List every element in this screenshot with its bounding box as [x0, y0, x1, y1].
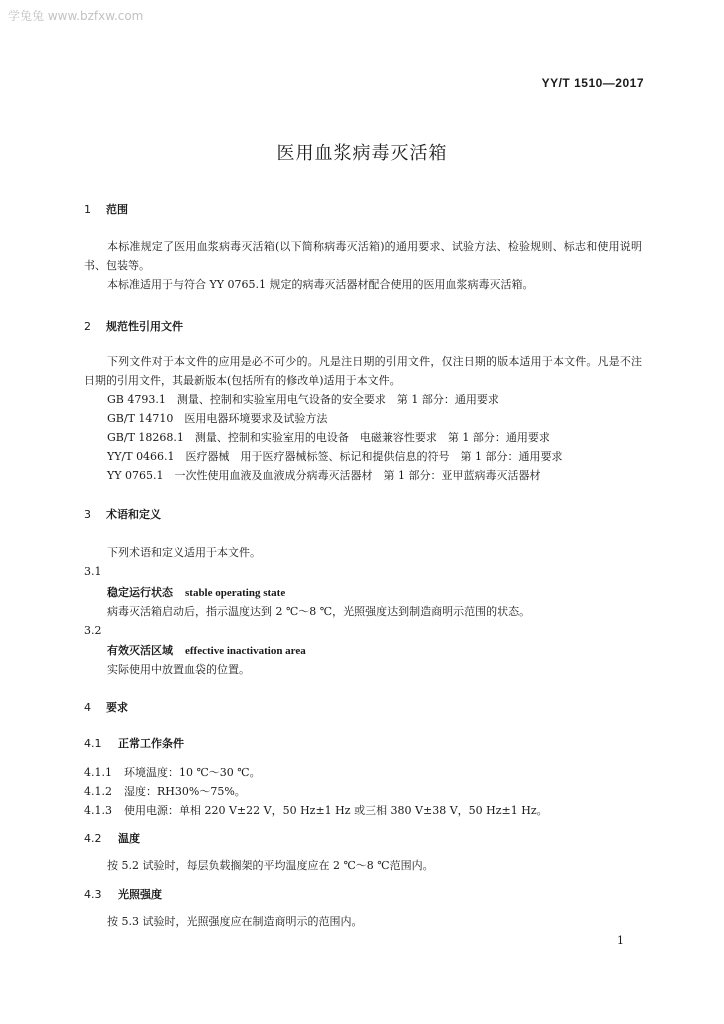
section-number: 4	[84, 701, 91, 714]
term-number: 3.2	[84, 624, 102, 637]
reference-item: YY 0765.1 一次性使用血液及血液成分病毒灭活器材 第 1 部分：亚甲蓝病毒灭活器材	[107, 469, 541, 482]
subsection-4-2-heading	[84, 830, 140, 846]
clause-number: 4.1.2	[84, 785, 112, 798]
page-number: 1	[617, 934, 624, 947]
section-number: 3	[84, 508, 91, 521]
watermark: 学兔兔 www.bzfxw.com	[8, 9, 144, 23]
section-3-heading	[84, 506, 161, 522]
section-title: 术语和定义	[106, 508, 161, 521]
section-title: 要求	[106, 701, 128, 714]
term-cn: 有效灭活区域	[107, 644, 173, 657]
clause-item	[84, 783, 246, 799]
paragraph: 本标准适用于与符合 YY 0765.1 规定的病毒灭活器材配合使用的医用血浆病毒灭活箱。	[107, 278, 534, 291]
clause-text: 使用电源：单相 220 V±22 V，50 Hz±1 Hz 或三相 380 V±38 V，50 Hz±1 Hz。	[124, 804, 548, 817]
subsection-4-3-heading	[84, 886, 162, 902]
section-title: 温度	[118, 832, 140, 845]
term-en: stable operating state	[185, 587, 286, 599]
paragraph: 下列术语和定义适用于本文件。	[107, 546, 261, 559]
term-definition: 病毒灭活箱启动后，指示温度达到 2 ℃～8 ℃，光照强度达到制造商明示范围的状态。	[107, 605, 531, 618]
section-number: 2	[84, 320, 91, 333]
term-heading	[107, 584, 285, 600]
clause-text: 湿度：RH30%～75%。	[124, 785, 246, 798]
clause-item	[84, 764, 261, 780]
section-4-heading	[84, 699, 128, 715]
clause-number: 4.1.3	[84, 804, 112, 817]
reference-item: YY/T 0466.1 医疗器械 用于医疗器械标签、标记和提供信息的符号 第 1 部分：通用要求	[107, 450, 563, 463]
reference-item: GB/T 14710 医用电器环境要求及试验方法	[107, 412, 328, 425]
section-title: 规范性引用文件	[106, 320, 183, 333]
subsection-4-1-heading	[84, 735, 184, 751]
section-number: 4.2	[84, 832, 102, 845]
term-number: 3.1	[84, 565, 102, 578]
paragraph: 本标准规定了医用血浆病毒灭活箱(以下简称病毒灭活箱)的通用要求、试验方法、检验规则、标志和使用说明书、包装等。	[84, 240, 642, 272]
section-title: 正常工作条件	[118, 737, 184, 750]
clause-number: 4.1.1	[84, 766, 112, 779]
section-number: 4.1	[84, 737, 102, 750]
clause-text: 环境温度：10 ℃～30 ℃。	[124, 766, 261, 779]
section-1-heading	[84, 201, 128, 217]
reference-item: GB 4793.1 测量、控制和实验室用电气设备的安全要求 第 1 部分：通用要求	[107, 393, 499, 406]
document-title: 医用血浆病毒灭活箱	[276, 143, 448, 164]
term-cn: 稳定运行状态	[107, 586, 173, 599]
term-heading	[107, 642, 306, 658]
paragraph: 按 5.3 试验时，光照强度应在制造商明示的范围内。	[107, 915, 363, 928]
term-definition: 实际使用中放置血袋的位置。	[107, 663, 250, 676]
term-en: effective inactivation area	[185, 645, 306, 657]
paragraph: 按 5.2 试验时，每层负载搁架的平均温度应在 2 ℃～8 ℃范围内。	[107, 859, 434, 872]
clause-item	[84, 802, 548, 818]
paragraph: 下列文件对于本文件的应用是必不可少的。凡是注日期的引用文件，仅注日期的版本适用于本文件。凡是不注日期的引用文件，其最新版本(包括所有的修改单)适用于本文件。	[84, 355, 642, 387]
section-2-heading	[84, 318, 183, 334]
section-number: 1	[84, 203, 91, 216]
section-title: 光照强度	[118, 888, 162, 901]
section-number: 4.3	[84, 888, 102, 901]
section-title: 范围	[106, 203, 128, 216]
reference-item: GB/T 18268.1 测量、控制和实验室用的电设备 电磁兼容性要求 第 1 部分：通用要求	[107, 431, 550, 444]
standard-number: YY/T 1510—2017	[541, 76, 644, 90]
